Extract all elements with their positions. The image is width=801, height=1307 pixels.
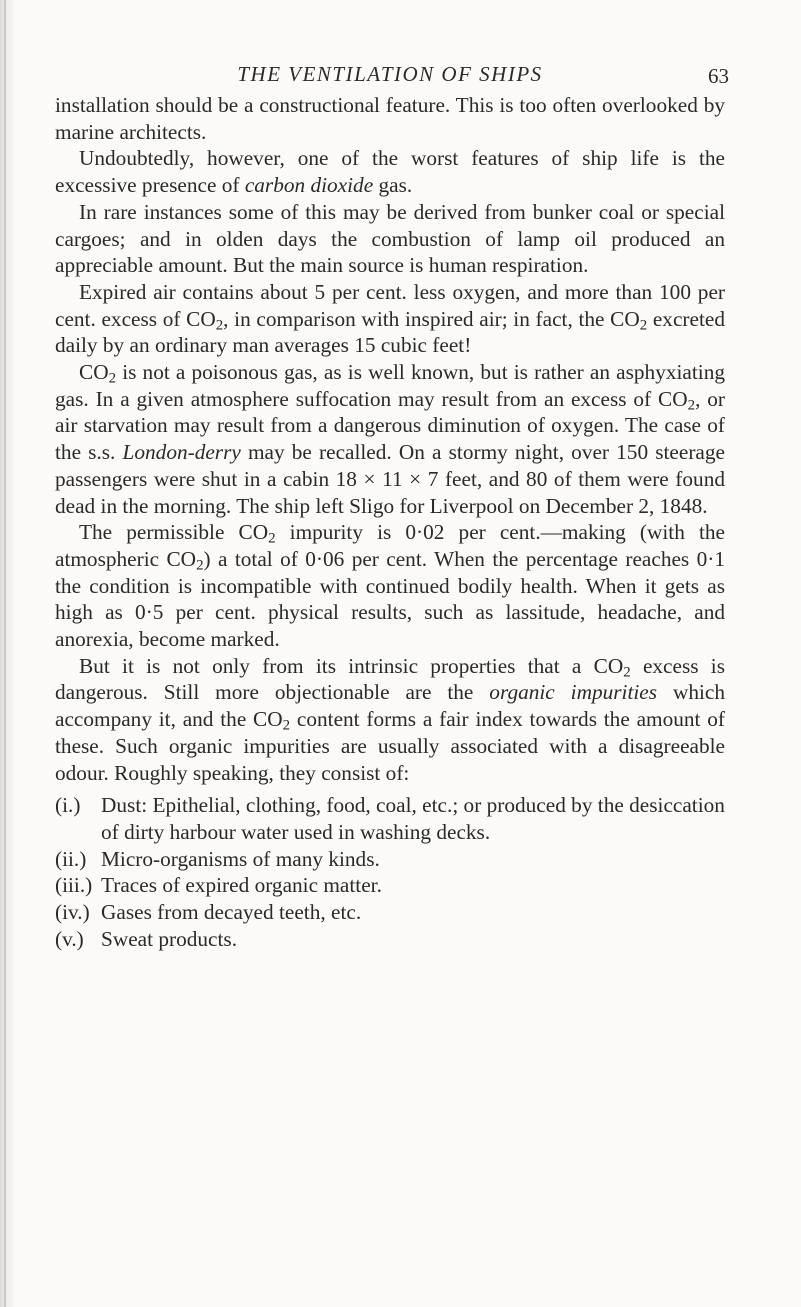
italic-text: London-derry [122, 440, 241, 465]
subscript: 2 [196, 557, 204, 574]
paragraph [55, 199, 725, 279]
text-run: In rare instances some of this may be derived from bunker coal or special cargoes; and in olden days the combustion of lamp oil produced an appreciable amount. But the main source is human respiration. [55, 199, 725, 278]
list-item [55, 926, 725, 953]
list-item [55, 899, 725, 926]
text-run: But it is not only from its intrinsic properties that a CO [79, 653, 624, 678]
text-run: Undoubtedly, however, one of the worst features of ship life is the excessive presence of [55, 146, 725, 198]
paragraph [55, 359, 725, 519]
italic-text: carbon dioxide [244, 173, 374, 198]
list-item [55, 792, 725, 845]
paragraph [55, 92, 725, 145]
gutter-line [4, 0, 6, 1307]
book-gutter [0, 0, 14, 1307]
text-run: which accompany it, and the CO [55, 680, 725, 732]
list-item [55, 872, 725, 899]
list-number: (iii.) [55, 873, 93, 898]
text-run: , or air starvation may result from a dangerous diminution of oxygen. The case of the s.s. [55, 386, 725, 465]
running-head: THE VENTILATION OF SHIPS [237, 62, 543, 86]
text-run: may be recalled. On a stormy night, over 150 steerage passengers were shut in a cabin 18 × 11 × 7 feet, and 80 of them were found dead in the morning. The ship left Sligo for Liverpool on December 2, 1848. [55, 440, 725, 518]
subscript: 2 [623, 664, 631, 681]
list-number: (iv.) [55, 900, 90, 925]
text-run: CO [79, 360, 109, 385]
italic-text: organic impurities [489, 680, 658, 705]
list-text: Gases from decayed teeth, etc. [101, 900, 362, 925]
text-run: is not a poisonous gas, as is well known, but is rather an asphyxiating gas. In a given atmosphere suffocation may result from an excess of CO [55, 360, 725, 411]
page-header [55, 62, 729, 90]
list-text: Traces of expired organic matter. [101, 873, 382, 898]
paragraph [55, 279, 725, 359]
list-text: Sweat products. [101, 926, 238, 951]
page-number: 63 [708, 64, 729, 88]
subscript: 2 [282, 717, 291, 734]
subscript: 2 [639, 317, 648, 334]
text-run: content forms a fair index towards the amount of these. Such organic impurities are usually associated with a disagreeable odour. Roughly speaking, they consist of: [55, 707, 725, 785]
list-text: Dust: Epithelial, clothing, food, coal, etc.; or produced by the desiccation of dirty harbour water used in washing decks. [101, 793, 725, 844]
text-run: Expired air contains about 5 per cent. less oxygen, and more than 100 per cent. excess of CO [55, 279, 725, 331]
list-number: (v.) [55, 926, 84, 951]
subscript: 2 [687, 397, 696, 414]
text-run: installation should be a constructional feature. This is too often overlooked by marine architects. [55, 93, 725, 144]
list-item [55, 846, 725, 873]
text-run: ) a total of 0·06 per cent. When the percentage reaches 0·1 the condition is incompatible with continued bodily health. When it gets as high as 0·5 per cent. physical results, such as lassitude, headache, and anorexia, become marked. [55, 546, 725, 652]
subscript: 2 [268, 530, 276, 547]
list-number: (ii.) [55, 846, 87, 871]
paragraph [55, 519, 725, 653]
text-run: gas. [373, 173, 413, 198]
text-run: The permissible CO [79, 520, 269, 545]
text-run: , in comparison with inspired air; in fact, the CO [223, 306, 640, 331]
paragraph [55, 145, 725, 198]
subscript: 2 [108, 370, 117, 387]
impurities-list [55, 792, 725, 952]
page-body [55, 92, 725, 786]
text-run: excess is dangerous. Still more objectionable are the [55, 653, 726, 705]
text-run: excreted daily by an ordinary man averages 15 cubic feet! [55, 306, 725, 358]
subscript: 2 [215, 317, 224, 334]
list-number: (i.) [55, 793, 81, 818]
list-text: Micro-organisms of many kinds. [101, 846, 380, 871]
paragraph [55, 653, 725, 787]
text-run: impurity is 0·02 per cent.—making (with the atmospheric CO [55, 520, 725, 571]
book-page [55, 62, 729, 953]
